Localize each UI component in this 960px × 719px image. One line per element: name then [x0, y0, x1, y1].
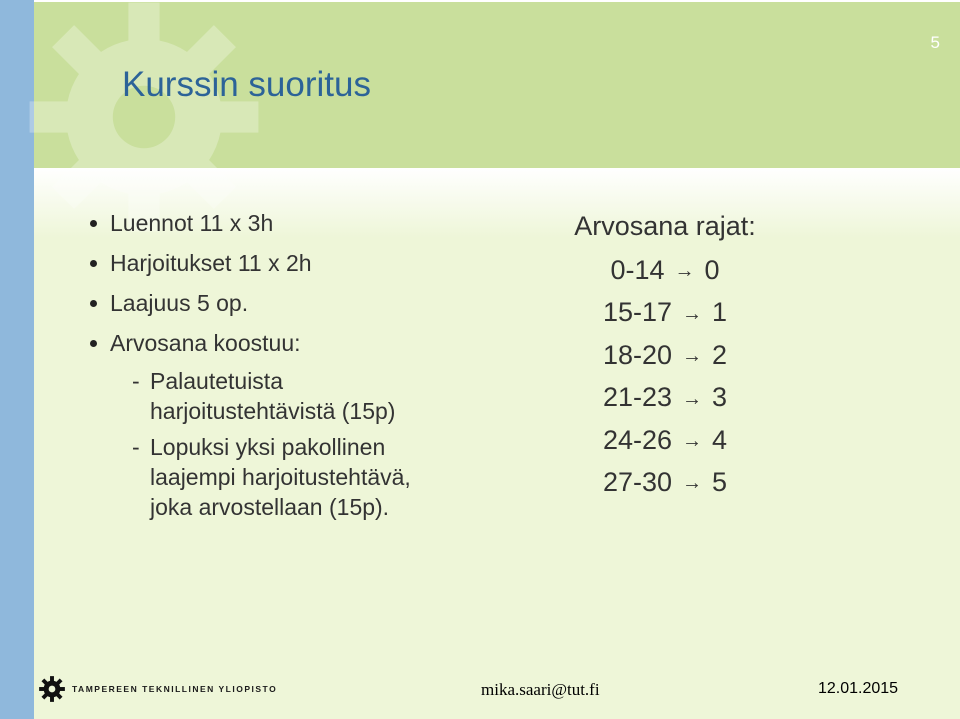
- sub-item-line: - Palautetuista: [150, 368, 283, 394]
- grade-row: [545, 377, 785, 419]
- arrow-right-icon: →: [682, 302, 703, 325]
- grade-row: [545, 292, 785, 334]
- grade-value: 4: [712, 424, 728, 455]
- footer-email: mika.saari@tut.fi: [481, 680, 600, 699]
- grade-row: [545, 462, 785, 504]
- grade-range: 0-14: [610, 255, 665, 285]
- grade-row: [545, 250, 785, 292]
- arrow-right-icon: →: [674, 260, 695, 283]
- sub-item-line: - Lopuksi yksi pakollinen: [150, 434, 386, 460]
- grade-value: 0: [704, 255, 720, 285]
- arrow-right-icon: →: [682, 472, 703, 495]
- sub-item: [90, 366, 510, 426]
- grade-range: 24-26: [602, 424, 673, 455]
- sub-item: [90, 432, 510, 522]
- sub-item-line: joka arvostellaan (15p).: [150, 494, 390, 520]
- grade-limits: [545, 208, 785, 504]
- arrow-right-icon: →: [682, 429, 703, 452]
- footer-date: 12.01.2015: [818, 680, 899, 697]
- grade-range: 27-30: [602, 466, 673, 497]
- slide-number: 5: [930, 33, 940, 52]
- bullet-item: Harjoitukset 11 x 2h: [90, 246, 510, 286]
- bullet-item: Laajuus 5 op.: [90, 286, 510, 326]
- university-logo: [38, 672, 277, 706]
- grade-value: 5: [712, 466, 728, 497]
- grade-range: 21-23: [602, 382, 673, 413]
- grade-row: [545, 420, 785, 462]
- grade-row: [545, 335, 785, 377]
- sub-item-line: laajempi harjoitustehtävä,: [150, 464, 411, 490]
- grade-value: 3: [712, 382, 728, 413]
- bullet-list: [90, 206, 510, 528]
- grade-range: 18-20: [602, 339, 673, 370]
- logo-text: TAMPEREEN TEKNILLINEN YLIOPISTO: [72, 684, 278, 694]
- grade-limits-title: Arvosana rajat:: [574, 211, 756, 241]
- grade-value: 2: [712, 339, 728, 370]
- grade-range: 15-17: [602, 297, 673, 328]
- tut-gear-logo-icon: [38, 675, 66, 703]
- sub-item-line: harjoitustehtävistä (15p): [150, 398, 396, 424]
- arrow-right-icon: →: [682, 387, 703, 410]
- arrow-right-icon: →: [682, 345, 703, 368]
- grade-value: 1: [712, 297, 728, 328]
- bullet-item: Luennot 11 x 3h: [90, 206, 510, 246]
- slide-title: Kurssin suoritus: [122, 65, 371, 104]
- bullet-item: Arvosana koostuu:: [90, 326, 510, 366]
